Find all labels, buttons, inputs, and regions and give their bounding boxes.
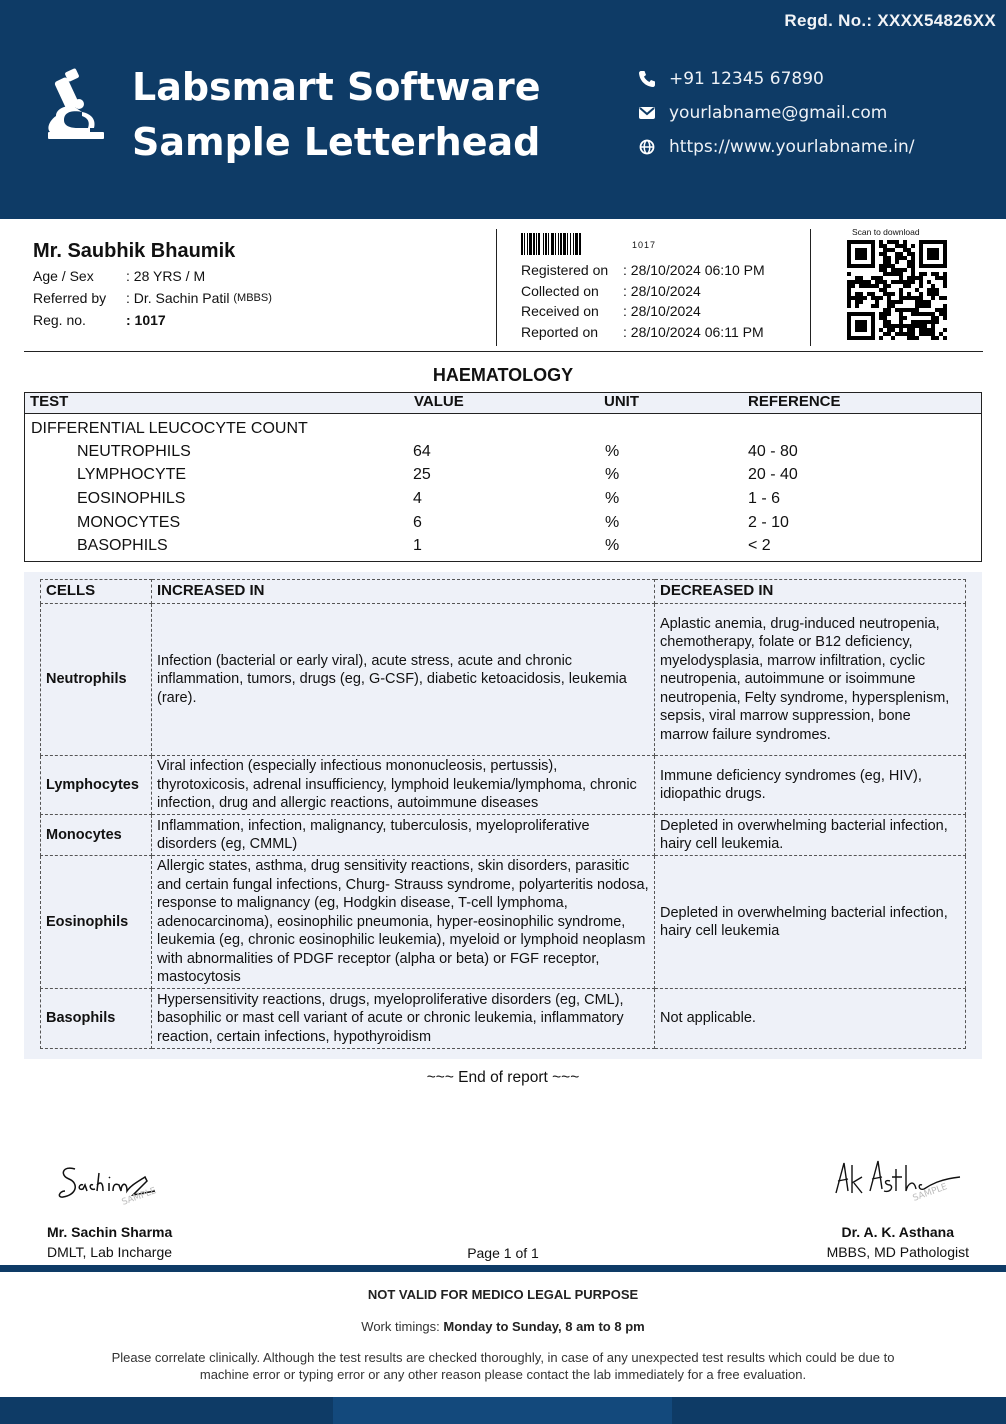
table-row (25, 490, 981, 514)
cell-name: Monocytes (41, 815, 152, 856)
registered-label: Registered on (521, 262, 609, 278)
section-divider (24, 351, 983, 352)
cell-name: Neutrophils (41, 604, 152, 756)
increased-text: Allergic states, asthma, drug sensitivity reactions, skin disorders, parasitic and certain fungal infections, Churg- Strauss syndrome, polyarteritis nodosa, response to malignancy (eg, Hodgkin disease, T-cell lymphoma, adenocarcinoma), eosinophilic pneumonia, hyper-eosinophilic syndrome, leukemia (eg, chronic eosinophilic leukemia), myeloid or lymphoid neoplasm with abnormalities of PDGF receptor (alpha or beta) or FGF receptor, mastocytosis (152, 856, 655, 989)
table-row (41, 856, 966, 989)
test-value: 6 (413, 514, 422, 531)
watermark-text: SAMPLE (120, 1186, 158, 1208)
table-row (41, 604, 966, 756)
signature-left (55, 1155, 175, 1215)
watermark-text: SAMPLE (911, 1182, 949, 1204)
bottom-bar-accent (333, 1397, 672, 1424)
decreased-text: Depleted in overwhelming bacterial infection, hairy cell leukemia. (655, 815, 966, 856)
footer-disclaimer: NOT VALID FOR MEDICO LEGAL PURPOSE (367, 1287, 639, 1302)
timings-value: Monday to Sunday, 8 am to 8 pm (443, 1319, 645, 1334)
decreased-text: Aplastic anemia, drug-induced neutropenia, chemotherapy, folate or B12 deficiency, myelodysplasia, marrow infiltration, cyclic neutropenia, autoimmune or isoimmune neutropenia, Felty syndrome, hypersplenism, sepsis, viral marrow suppression, bone marrow failure syndromes. (655, 604, 966, 756)
footer-bar (0, 1265, 1006, 1272)
increased-text: Viral infection (especially infectious mononucleosis, pertussis), thyrotoxicosis, adrenal insufficiency, lymphoid leukemia/lymphoma, chronic infection, drug and allergic reactions, autoimmune diseases (152, 756, 655, 815)
end-of-report: ~~~ End of report ~~~ (426, 1069, 580, 1086)
table-row (25, 466, 981, 490)
col-value: VALUE (414, 393, 464, 410)
phone-icon (637, 69, 657, 89)
contact-block (637, 62, 915, 164)
test-unit: % (605, 537, 620, 554)
contact-email (637, 96, 915, 130)
increased-text: Hypersensitivity reactions, drugs, myeloproliferative disorders (eg, CML), basophilic or mast cell variant of acute or chronic leukemia, inflammatory reaction, certain infections, hypothyroidism (152, 989, 655, 1049)
test-name: NEUTROPHILS (77, 443, 191, 460)
test-unit: % (605, 466, 620, 483)
cell-name: Eosinophils (41, 856, 152, 989)
col-test: TEST (30, 393, 69, 410)
scan-label: Scan to download (852, 227, 920, 237)
received-value: : 28/10/2024 (623, 303, 701, 319)
col-increased: INCREASED IN (152, 580, 655, 604)
collected-value: : 28/10/2024 (623, 282, 701, 299)
test-unit: % (605, 514, 620, 531)
decreased-text: Immune deficiency syndromes (eg, HIV), idiopathic drugs. (655, 756, 966, 815)
lab-name (132, 60, 540, 170)
table-row (41, 756, 966, 815)
mail-icon (637, 103, 657, 123)
reg-label: Reg. no. (33, 312, 86, 328)
test-unit: % (605, 443, 620, 460)
microscope-icon (46, 68, 106, 140)
col-decreased: DECREASED IN (655, 580, 966, 604)
col-cells: CELLS (41, 580, 152, 604)
left-signatory-degree: DMLT, Lab Incharge (47, 1244, 173, 1260)
divider (810, 229, 811, 346)
test-reference: 1 - 6 (748, 490, 781, 507)
test-name: EOSINOPHILS (77, 490, 186, 507)
left-signatory-name: Mr. Sachin Sharma (47, 1224, 173, 1240)
interpretation-header (41, 580, 966, 604)
received-label: Received on (521, 303, 599, 319)
registration-number: Regd. No.: XXXX54826XX (784, 11, 996, 30)
increased-text: Infection (bacterial or early viral), acute stress, acute and chronic inflammation, tumors, drugs (eg, G-CSF), diabetic ketoacidosis, leukemia (rare). (152, 604, 655, 756)
col-unit: UNIT (604, 393, 639, 410)
sample-dates (521, 260, 765, 342)
timings-label: Work timings: (361, 1319, 440, 1334)
increased-text: Inflammation, infection, malignancy, tuberculosis, myeloproliferative disorders (eg, CMML) (152, 815, 655, 856)
age-sex-value: : 28 YRS / M (126, 268, 206, 284)
cell-name: Lymphocytes (41, 756, 152, 815)
cell-name: Basophils (41, 989, 152, 1049)
email-address: yourlabname@gmail.com (669, 103, 888, 123)
test-group: DIFFERENTIAL LEUCOCYTE COUNT (31, 420, 308, 437)
globe-icon (637, 137, 657, 157)
referred-value: : Dr. Sachin Patil (126, 290, 230, 306)
patient-details (33, 265, 272, 331)
right-signatory-degree: MBBS, MD Pathologist (826, 1244, 969, 1260)
patient-name: Mr. Saubhik Bhaumik (33, 240, 236, 262)
lab-name-line2: Sample Letterhead (132, 120, 541, 164)
test-reference: < 2 (748, 537, 771, 554)
reported-label: Reported on (521, 323, 599, 340)
test-value: 1 (413, 537, 422, 554)
age-sex-label: Age / Sex (33, 268, 94, 284)
test-reference: 2 - 10 (748, 514, 789, 531)
reg-value: : 1017 (126, 312, 166, 328)
registered-value: : 28/10/2024 06:10 PM (623, 262, 765, 278)
contact-phone (637, 62, 915, 96)
test-name: BASOPHILS (77, 537, 168, 554)
barcode-icon (521, 233, 629, 257)
website-url: https://www.yourlabname.in/ (669, 137, 915, 157)
interpretation-table (40, 579, 966, 1049)
test-reference: 20 - 40 (748, 466, 798, 483)
contact-website (637, 130, 915, 164)
table-row (41, 989, 966, 1049)
divider (496, 229, 497, 346)
results-header (25, 393, 981, 414)
test-value: 4 (413, 490, 422, 507)
collected-label: Collected on (521, 282, 599, 299)
test-value: 25 (413, 466, 431, 483)
footer-note: Please correlate clinically. Although the test results are checked thoroughly, in case of any unexpected test results which could be due to machine error or typing error or any other reason please contact the lab immediately for a free evaluation. (111, 1350, 895, 1382)
table-row (25, 443, 981, 467)
signature-right (830, 1155, 970, 1210)
table-row (25, 514, 981, 538)
test-name: MONOCYTES (77, 514, 181, 531)
right-signatory-name: Dr. A. K. Asthana (841, 1224, 954, 1240)
referred-degree: (MBBS) (233, 292, 272, 304)
test-name: LYMPHOCYTE (77, 466, 187, 483)
decreased-text: Depleted in overwhelming bacterial infection, hairy cell leukemia (655, 856, 966, 989)
decreased-text: Not applicable. (655, 989, 966, 1049)
footer-timings (0, 1319, 1006, 1334)
reported-value: : 28/10/2024 06:11 PM (623, 323, 764, 340)
letterhead-header (0, 0, 1006, 219)
table-row (25, 537, 981, 561)
test-reference: 40 - 80 (748, 443, 798, 460)
lab-name-line1: Labsmart Software (132, 65, 541, 109)
section-title: HAEMATOLOGY (432, 365, 574, 385)
test-value: 64 (413, 443, 431, 460)
page-number: Page 1 of 1 (467, 1245, 539, 1261)
barcode-number: 1017 (632, 240, 657, 250)
referred-label: Referred by (33, 290, 107, 306)
phone-number: +91 12345 67890 (669, 69, 824, 89)
test-unit: % (605, 490, 620, 507)
table-row (41, 815, 966, 856)
col-reference: REFERENCE (748, 393, 841, 410)
qr-code-icon[interactable] (847, 240, 947, 340)
results-table (24, 392, 982, 562)
